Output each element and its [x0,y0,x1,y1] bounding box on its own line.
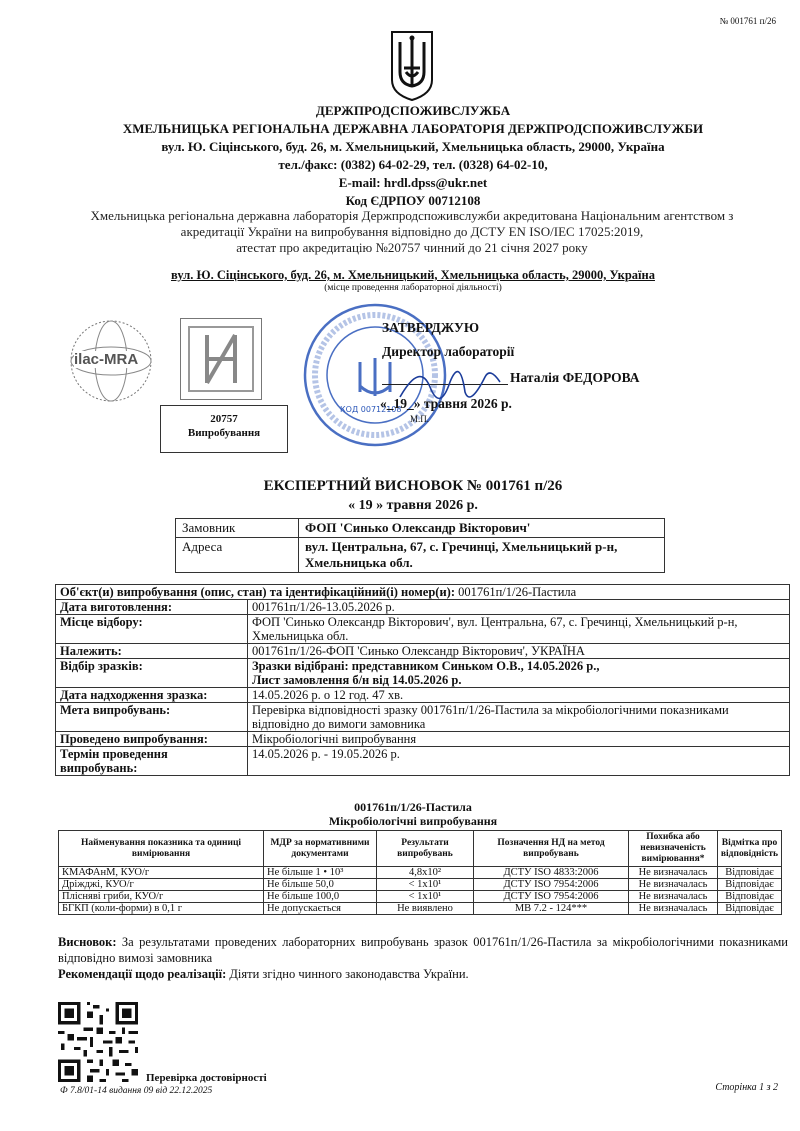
info-label: Проведено випробування: [56,732,248,747]
approve-title: ЗАТВЕРДЖУЮ [382,320,480,335]
object-value: 001761п/1/26-Пастила [458,585,577,599]
lab-name: ХМЕЛЬНИЦЬКА РЕГІОНАЛЬНА ДЕРЖАВНА ЛАБОРАТОРІЯ ДЕРЖПРОДСПОЖИВСЛУЖБИ [122,121,704,136]
trident-emblem-icon [386,28,438,102]
table-row [56,615,790,644]
results-title [0,800,800,828]
info-label: Дата виготовлення: [56,600,248,615]
accreditation-line-1: Хмельницька регіональна державна лабораторія Держпродспоживслужби акредитована Національним агентством з [90,208,734,223]
info-value: Мікробіологічні випробування [248,732,790,747]
nau-logo-icon [181,319,261,399]
cell: КМАФАнМ, КУО/г [59,867,264,879]
table-row [59,867,782,879]
sampling-line-2: Лист замовлення б/н від 14.05.2026 р. [252,673,462,687]
info-value: 14.05.2026 р. - 19.05.2026 р. [248,747,790,776]
activity-place [0,268,800,293]
table-row [59,891,782,903]
col-header: Результати випробувань [377,831,474,867]
stamp-code: КОД 00712108 [340,405,402,414]
document-title: ЕКСПЕРТНИЙ ВИСНОВОК № 001761 п/26 [263,478,563,494]
table-row [56,659,790,688]
lab-phone: тел./факс: (0382) 64-02-29, тел. (0328) 64-02-10, [278,157,548,172]
accreditation-cert-box [160,405,288,453]
cell: Не виявлено [377,903,474,915]
sample-info-table [55,584,790,776]
verification-link[interactable]: Перевірка достовірності [146,1072,267,1084]
sampling-line-1: Зразки відібрані: представником Синьком О.В., 14.05.2026 р., [252,659,600,673]
customer-value: ФОП 'Синько Олександр Вікторович' [299,519,665,538]
col-header: Відмітка про відповідність [718,831,782,867]
object-cell [56,585,790,600]
cell: 4,8х10² [377,867,474,879]
table-row [56,585,790,600]
table-row [56,703,790,732]
approve-mp: М.П. [410,414,430,424]
table-header-row [59,831,782,867]
cell: ДСТУ ISO 4833:2006 [474,867,629,879]
info-value: 001761п/1/26-13.05.2026 р. [248,600,790,615]
col-header: Найменування показника та одиниці вимірювання [59,831,264,867]
address-value: вул. Центральна, 67, с. Гречинці, Хмельницький р-н, Хмельницька обл. [299,538,665,573]
object-label: Об'єкт(и) випробування (опис, стан) та ідентифікаційний(і) номер(и): [60,585,455,599]
table-row [59,903,782,915]
info-value: ФОП 'Синько Олександр Вікторович', вул. Центральна, 67, с. Гречинці, Хмельницький р-н, Хмельницька обл. [248,615,790,644]
accreditation-logo [180,318,262,400]
cell: Дріжджі, КУО/г [59,879,264,891]
conclusion-label: Висновок: [58,935,117,949]
table-row [56,600,790,615]
form-reference: Ф 7.8/01-14 видання 09 від 22.12.2025 [60,1086,213,1096]
address-label: Адреса [176,538,299,573]
table-row [56,688,790,703]
results-sample: 001761п/1/26-Пастила [354,800,472,814]
table-row [56,644,790,659]
cell: Відповідає [718,867,782,879]
info-value: 001761п/1/26-ФОП 'Синько Олександр Вікторович', УКРАЇНА [248,644,790,659]
agency-name: ДЕРЖПРОДСПОЖИВСЛУЖБА [315,103,511,118]
approve-name: Наталія ФЕДОРОВА [510,370,640,385]
cell: < 1х10¹ [377,891,474,903]
cell: Не визначалась [629,879,718,891]
cell: Не визначалась [629,903,718,915]
info-label: Мета випробувань: [56,703,248,732]
info-label: Належить: [56,644,248,659]
cell: Відповідає [718,903,782,915]
recommendation [58,966,788,982]
info-label: Дата надходження зразка: [56,688,248,703]
cell: БГКП (коли-форми) в 0,1 г [59,903,264,915]
cell: ДСТУ ISO 7954:2006 [474,879,629,891]
conclusion-text: За результатами проведених лабораторних випробувань зразок 001761п/1/26-Пастила за мікробіологічними показниками відповідно вимозі замовника [58,935,789,965]
col-header: Похибка або невизначеність вимірювання* [629,831,718,867]
cell: Відповідає [718,879,782,891]
ilac-mra-logo [62,318,160,404]
accreditation-text [40,208,784,256]
cell: МВ 7.2 - 124*** [474,903,629,915]
lab-address: вул. Ю. Сіцінського, буд. 26, м. Хмельницький, Хмельницька область, 29000, Україна [161,139,665,154]
info-value: 14.05.2026 р. о 12 год. 47 хв. [248,688,790,703]
info-value: Перевірка відповідності зразку 001761п/1/26-Пастила за мікробіологічними показниками відповідно до вимоги замовника [248,703,790,732]
info-label: Відбір зразків: [56,659,248,688]
col-header: Позначення НД на метод випробувань [474,831,629,867]
cert-label: Випробування [187,427,261,439]
customer-label: Замовник [176,519,299,538]
results-table [58,830,782,915]
approve-position: Директор лабораторії [382,344,515,359]
lab-header [0,102,800,210]
table-row [56,747,790,776]
cell: Плісняві гриби, КУО/г [59,891,264,903]
cell: ДСТУ ISO 7954:2006 [474,891,629,903]
lab-edrpou: Код ЄДРПОУ 00712108 [345,193,481,208]
table-row [56,732,790,747]
recommendation-text: Діяти згідно чинного законодавства України. [229,967,469,981]
qr-code-icon[interactable] [58,1002,138,1082]
col-header: МДР за нормативними документами [264,831,377,867]
table-row [59,879,782,891]
info-label: Термін проведення випробувань: [56,747,248,776]
recommendation-label: Рекомендації щодо реалізації: [58,967,227,981]
info-label: Місце відбору: [56,615,248,644]
table-row [176,538,665,573]
accreditation-line-2: акредитації України на випробування відповідно до ДСТУ EN ISO/IEC 17025:2019, [180,224,644,239]
document-number-top: № 001761 п/26 [719,16,776,26]
document-date: « 19 » травня 2026 р. [348,498,478,513]
activity-caption: (місце проведення лабораторної діяльності) [324,283,502,293]
cell: Не більше 1 • 10³ [264,867,377,879]
cell: < 1х10¹ [377,879,474,891]
client-table [175,518,665,573]
cell: Не допускається [264,903,377,915]
page-number: Сторінка 1 з 2 [715,1082,778,1093]
approve-date: «_19_» травня 2026 р. [380,396,512,411]
cell: Не визначалась [629,867,718,879]
table-row [176,519,665,538]
accreditation-line-3: атестат про акредитацію №20757 чинний до 21 січня 2027 року [236,240,588,255]
conclusion-block [58,934,788,982]
lab-email: E-mail: hrdl.dpss@ukr.net [338,175,488,190]
cell: Не більше 100,0 [264,891,377,903]
ilac-label: ilac-MRA [74,351,139,368]
cell: Не визначалась [629,891,718,903]
cell: Не більше 50,0 [264,879,377,891]
cert-number: 20757 [210,413,238,425]
info-value [248,659,790,688]
activity-address: вул. Ю. Сіцінського, буд. 26, м. Хмельницький, Хмельницька область, 29000, Україна [171,268,655,282]
cell: Відповідає [718,891,782,903]
results-type: Мікробіологічні випробування [328,814,498,828]
conclusion [58,934,788,966]
